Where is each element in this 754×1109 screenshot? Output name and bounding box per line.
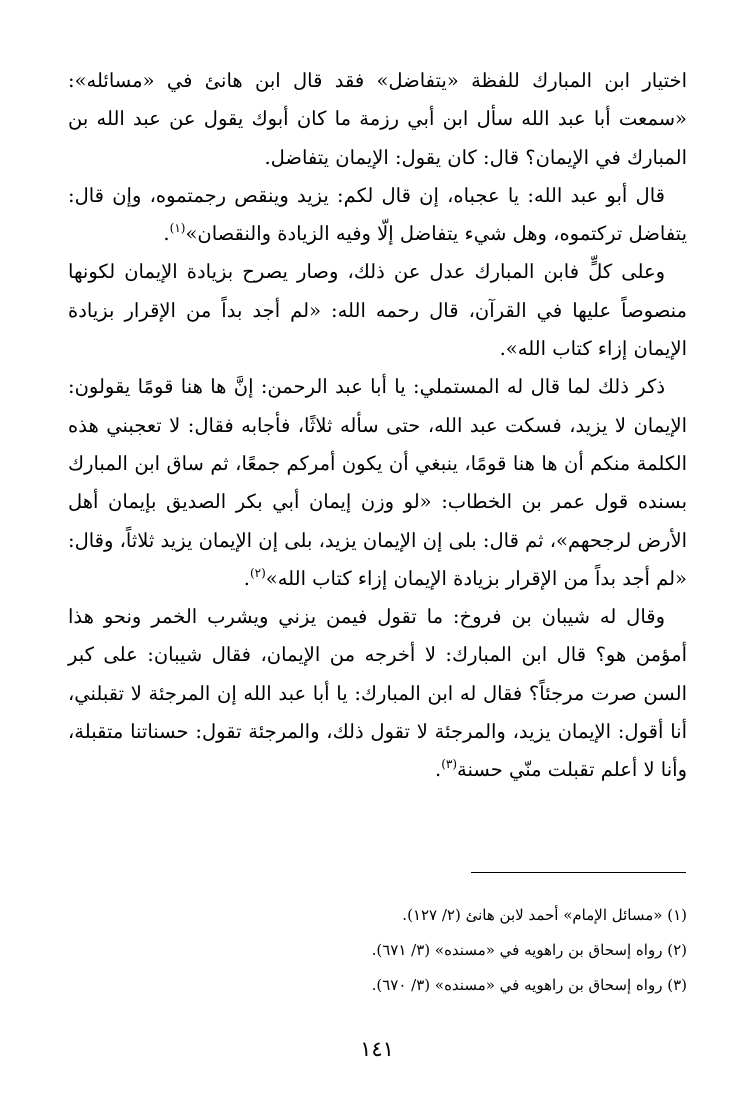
paragraph-3: وعلى كلٍّ فابن المبارك عدل عن ذلك، وصار يصرح بزيادة الإيمان لكونها منصوصاً عليها في القرآن، قال رحمه الله: «لم أجد بداً من الإقرار بزيادة الإيمان إزاء كتاب الله». xyxy=(68,260,687,361)
main-text xyxy=(68,62,687,790)
paragraph-1: اختيار ابن المبارك للفظة «يتفاضل» فقد قال ابن هانئ في «مسائله»: «سمعت أبا عبد الله سأل ابن أبي رزمة ما كان أبوك يقول عن عبد الله بن المبارك في الإيمان؟ قال: كان يقول: الإيمان يتفاضل. xyxy=(68,69,687,169)
footnote-ref-1: (١) xyxy=(169,221,186,236)
paragraph-5 xyxy=(68,598,687,789)
page-number: ١٤١ xyxy=(360,1037,394,1061)
paragraph-4-text: ذكر ذلك لما قال له المستملي: يا أبا عبد الرحمن: إنَّ ها هنا قومًا يقولون: الإيمان لا يزيد، فسكت عبد الله، حتى سأله ثلاثًا، فأجابه فقال: لا تعجبني هذه الكلمة منكم أن ها هنا قومًا، ينبغي أن يكون أمركم جمعًا، ثم ساق ابن المبارك بسنده قول عمر بن الخطاب: «لو وزن إيمان أبي بكر الصديق بإيمان أهل الأرض لرجحهم»، ثم قال: بلى إن الإيمان يزيد، بلى إن الإيمان يزيد ثلاثاً، وقال: «لم أجد بداً من الإقرار بزيادة الإيمان إزاء كتاب الله» xyxy=(68,375,687,590)
paragraph-5-text: وقال له شيبان بن فروخ: ما تقول فيمن يزني ويشرب الخمر ونحو هذا أمؤمن هو؟ قال ابن المبارك: لا أخرجه من الإيمان، فقال شيبان: على كبر السن صرت مرجئاً؟ فقال له ابن المبارك: يا أبا عبد الله إن المرجئة لا تقبلني، أنا أقول: الإيمان يزيد، والمرجئة لا تقول ذلك، والمرجئة تقول: حسناتنا متقبلة، وأنا لا أعلم تقبلت منّي حسنة xyxy=(68,605,687,782)
paragraph-4 xyxy=(68,368,687,598)
paragraph-2-end: . xyxy=(163,222,170,246)
paragraph-2 xyxy=(68,177,687,254)
paragraph-2-text: قال أبو عبد الله: يا عجباه، إن قال لكم: يزيد وينقص رجمتموه، وإن قال: يتفاضل تركتموه، وهل شيء يتفاضل إلّا وفيه الزيادة والنقصان» xyxy=(68,183,687,246)
footnote-3: (٣) رواه إسحاق بن راهويه في «مسنده» (٣/ ٦٧٠). xyxy=(371,976,687,994)
footnote-separator xyxy=(471,872,686,873)
paragraph-4-end: . xyxy=(243,566,250,590)
paragraph-5-end: . xyxy=(435,758,442,782)
footnote-1: (١) «مسائل الإمام» أحمد لابن هانئ (٢/ ١٢٧). xyxy=(402,906,687,924)
footnote-ref-2: (٢) xyxy=(249,565,266,580)
footnote-ref-3: (٣) xyxy=(441,757,458,772)
footnote-2: (٢) رواه إسحاق بن راهويه في «مسنده» (٣/ ٦٧١). xyxy=(371,941,687,959)
footnotes xyxy=(68,898,687,1003)
